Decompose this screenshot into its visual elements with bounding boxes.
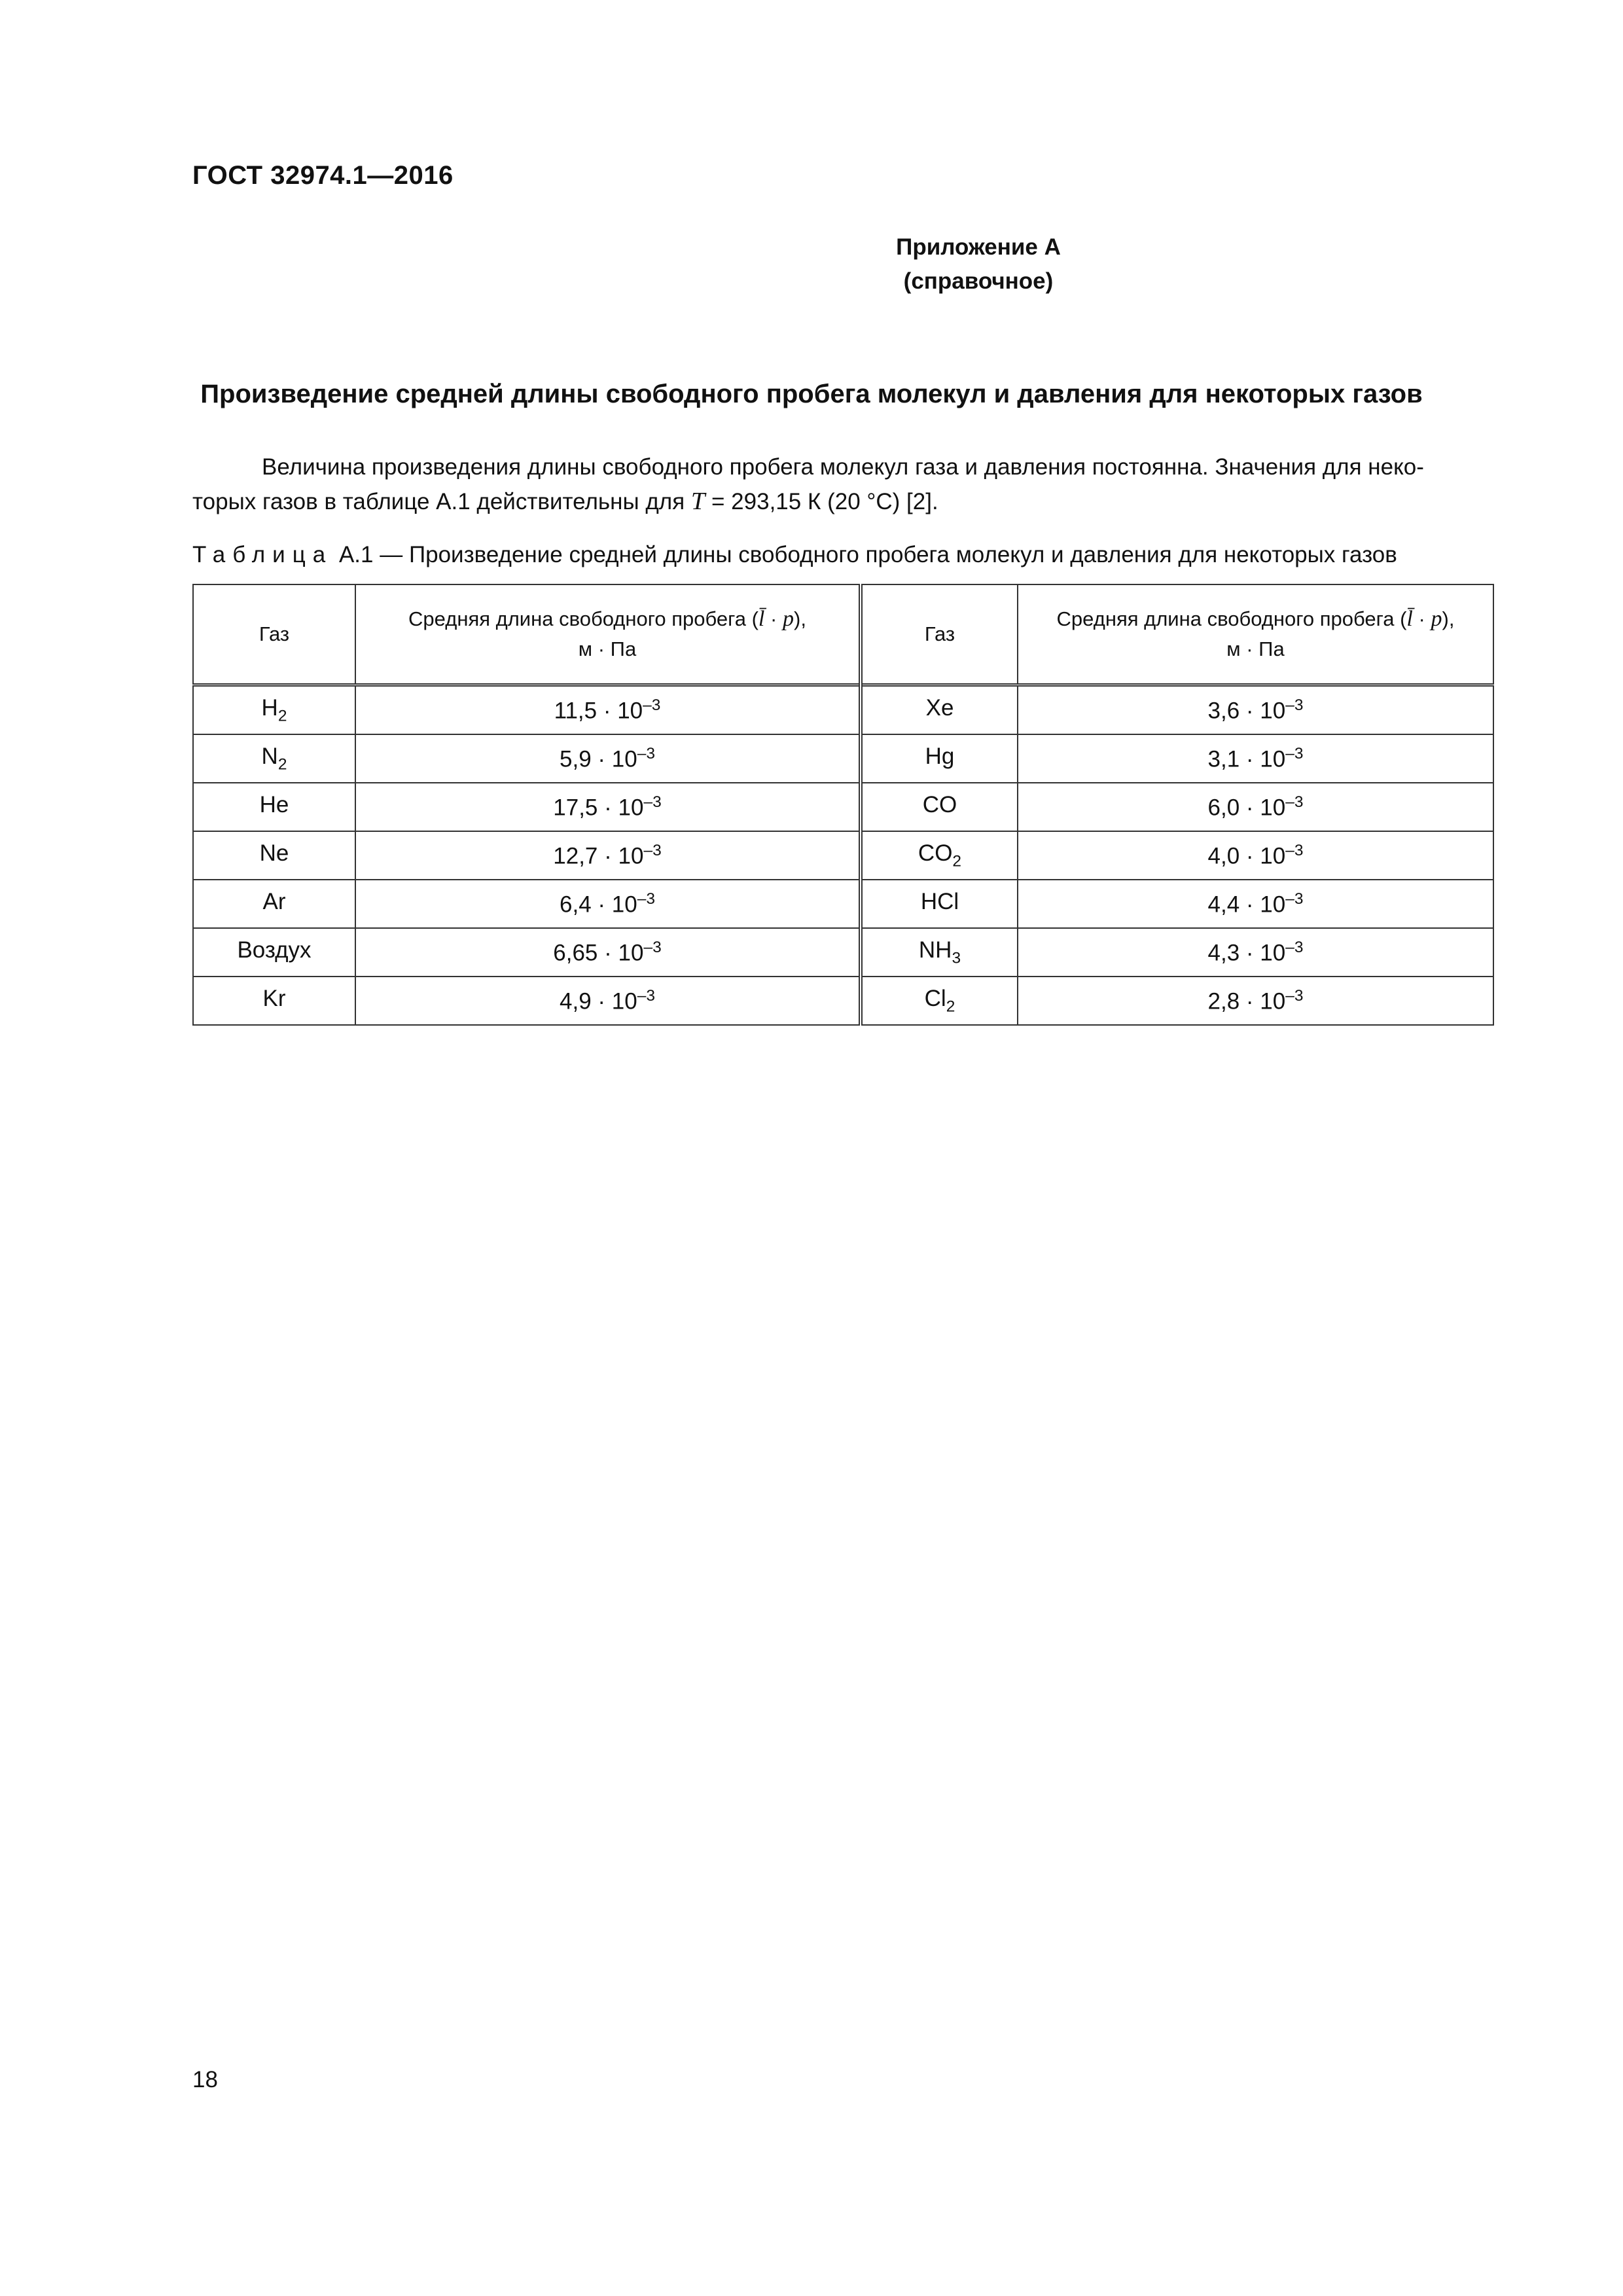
value-cell: $6,0 \cdot 10^{-3}$	[1018, 783, 1493, 831]
gas-cell: HCl	[861, 880, 1018, 928]
value-cell: $17,5 \cdot 10^{-3}$	[355, 783, 861, 831]
value-cell: $2,8 \cdot 10^{-3}$	[1018, 977, 1493, 1025]
header-gas: Газ	[861, 584, 1018, 685]
intro-text-a: торых газов в таблице А.1 действительны для	[192, 489, 691, 514]
header-gas: Газ	[193, 584, 355, 685]
table-row	[193, 783, 1493, 831]
gas-cell: Ar	[193, 880, 355, 928]
intro-line-1: Величина произведения длины свободного пробега молекул газа и давления постоянна. Значения для неко-	[262, 454, 1424, 480]
annex-title: Приложение А	[896, 234, 1061, 260]
pressure-symbol: p	[1431, 607, 1442, 631]
pressure-symbol: p	[782, 607, 794, 631]
value-cell: $12,7 \cdot 10^{-3}$	[355, 831, 861, 880]
value-cell: $11,5 \cdot 10^{-3}$	[355, 685, 861, 735]
document-number-header: ГОСТ 32974.1—2016	[192, 161, 454, 190]
mean-free-path-symbol: l̄	[758, 607, 765, 631]
header-value: Средняя длина свободного пробега (l̄ · p), м · Па	[355, 584, 861, 685]
value-cell: $3,1 \cdot 10^{-3}$	[1018, 734, 1493, 783]
header-unit: м · Па	[578, 637, 637, 660]
table-caption-label: Таблица	[192, 542, 333, 567]
value-cell: $4,4 \cdot 10^{-3}$	[1018, 880, 1493, 928]
temperature-variable: T	[690, 488, 705, 515]
value-cell: $3,6 \cdot 10^{-3}$	[1018, 685, 1493, 735]
header-value: Средняя длина свободного пробега (l̄ · p), м · Па	[1018, 584, 1493, 685]
gas-cell: $N_2$	[193, 734, 355, 783]
intro-paragraph	[192, 450, 1501, 519]
value-cell: $4,9 \cdot 10^{-3}$	[355, 977, 861, 1025]
gas-cell: $NH_3$	[861, 928, 1018, 977]
gas-cell: $H_2$	[193, 685, 355, 735]
table-row	[193, 685, 1493, 735]
page-number: 18	[192, 2067, 218, 2092]
gas-cell: CO	[861, 783, 1018, 831]
value-cell: $6,4 \cdot 10^{-3}$	[355, 880, 861, 928]
header-unit: м · Па	[1226, 637, 1285, 660]
gas-cell: Kr	[193, 977, 355, 1025]
value-cell: $6,65 \cdot 10^{-3}$	[355, 928, 861, 977]
gas-cell: Ne	[193, 831, 355, 880]
gas-cell: $Cl_2$	[861, 977, 1018, 1025]
table-row	[193, 977, 1493, 1025]
mean-free-path-table	[192, 584, 1494, 1026]
section-title: Произведение средней длины свободного пробега молекул и давления для некоторых газов	[200, 380, 1423, 408]
gas-cell: Xe	[861, 685, 1018, 735]
value-cell: $4,0 \cdot 10^{-3}$	[1018, 831, 1493, 880]
table-caption-text: А.1 — Произведение средней длины свободного пробега молекул и давления для некоторых газов	[332, 542, 1397, 567]
gas-cell: Hg	[861, 734, 1018, 783]
annex-type: (справочное)	[903, 268, 1054, 294]
value-cell: $5,9 \cdot 10^{-3}$	[355, 734, 861, 783]
value-cell: $4,3 \cdot 10^{-3}$	[1018, 928, 1493, 977]
table-row	[193, 880, 1493, 928]
annex-heading	[0, 230, 1623, 298]
gas-cell: Воздух	[193, 928, 355, 977]
table-row	[193, 734, 1493, 783]
table-header-row	[193, 584, 1493, 685]
intro-text-b: = 293,15 К (20 °С) [2].	[705, 489, 938, 514]
intro-line-2	[192, 484, 1501, 519]
table-row	[193, 831, 1493, 880]
table-row	[193, 928, 1493, 977]
mean-free-path-symbol: l̄	[1406, 607, 1413, 631]
table-caption	[192, 542, 1397, 568]
gas-cell: $CO_2$	[861, 831, 1018, 880]
gas-cell: He	[193, 783, 355, 831]
